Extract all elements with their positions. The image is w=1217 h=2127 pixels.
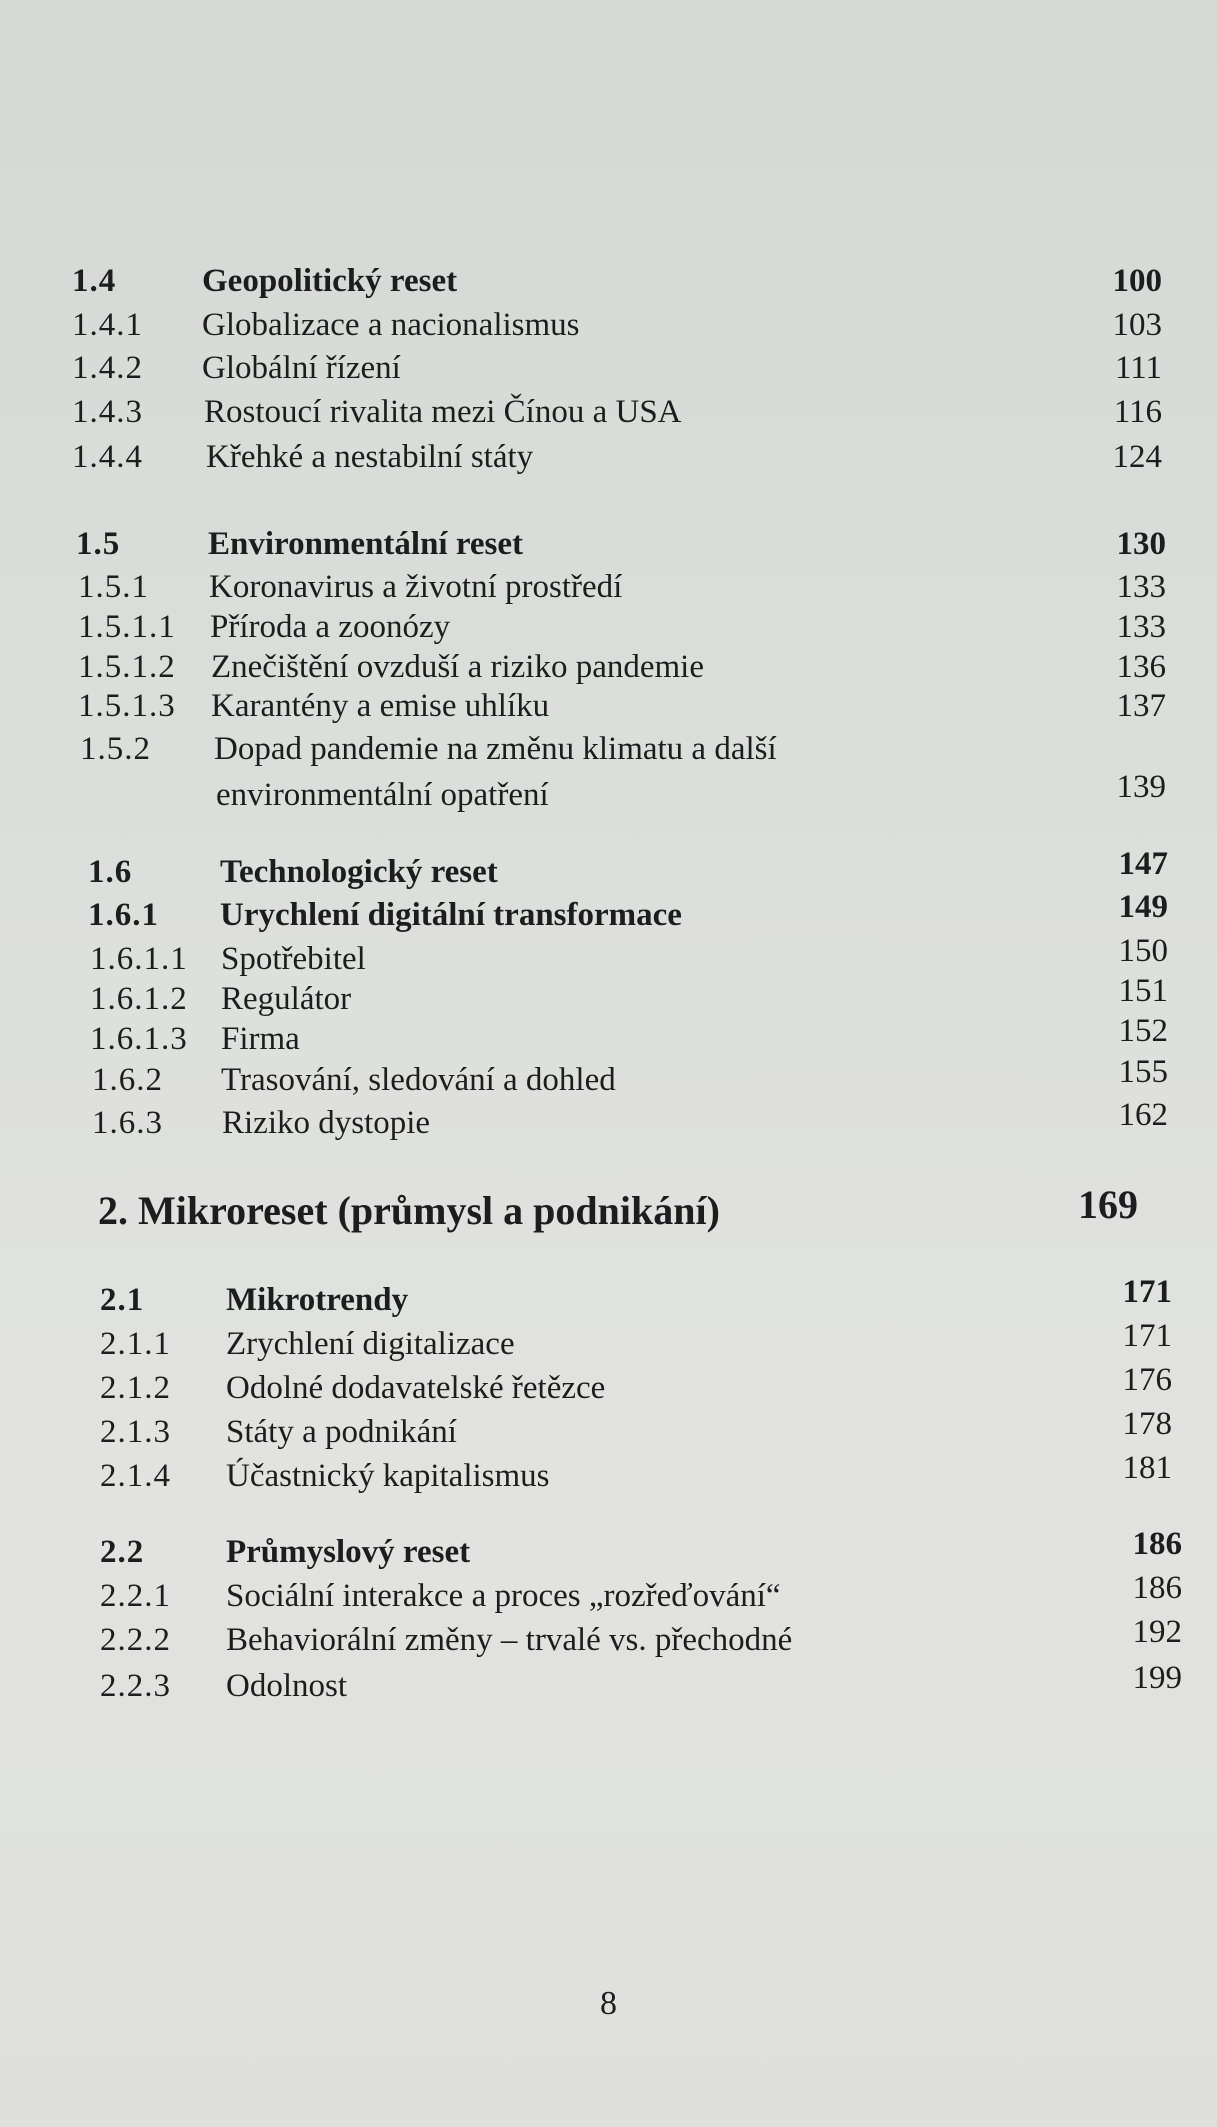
section-number: 1.4 [72,263,117,299]
toc-entry [100,1406,1172,1454]
toc-entry [72,346,1162,390]
toc-entry [100,1450,1172,1498]
page-number: 124 [1112,439,1162,475]
section-number: 1.6.1 [88,897,159,933]
page-number: 150 [1118,933,1168,969]
section-number: 1.5 [76,526,121,562]
toc-entry [100,1614,1182,1662]
section-number: 2.1.3 [100,1414,171,1450]
toc-entry [100,1570,1182,1618]
toc-entry [78,645,1166,689]
toc-heading-2-1 [100,1274,1172,1322]
page-number: 130 [1116,526,1166,562]
section-number: 1.4.1 [72,307,143,343]
section-number: 2.1.1 [100,1326,171,1362]
page-number: 103 [1112,307,1162,343]
page-number: 133 [1116,569,1166,605]
toc-entry [100,1362,1172,1410]
section-title: Zrychlení digitalizace [226,1326,515,1362]
section-number: 1.5.1.1 [78,609,176,645]
section-title: Behaviorální změny – trvalé vs. přechodné [226,1622,793,1658]
toc-heading-1-4 [72,259,1162,303]
section-number: 1.6 [88,854,133,890]
toc-subheading-1-6-1 [88,889,1168,937]
page-number: 139 [1116,769,1166,805]
toc-entry [90,933,1168,981]
section-number: 1.6.3 [92,1105,163,1141]
page-number: 186 [1132,1570,1182,1606]
section-title: Regulátor [221,981,352,1017]
section-title: Průmyslový reset [226,1534,471,1570]
page-number: 133 [1116,609,1166,645]
section-title: Státy a podnikání [226,1414,457,1450]
page-number: 111 [1114,350,1162,386]
section-title: Trasování, sledování a dohled [221,1062,616,1098]
section-title: Křehké a nestabilní státy [206,439,534,475]
toc-entry [78,684,1166,728]
page-number: 162 [1118,1097,1168,1133]
section-title: Karantény a emise uhlíku [211,688,550,724]
toc-entry [92,1097,1168,1145]
toc-entry [90,1013,1168,1061]
section-title: Koronavirus a životní prostředí [209,569,623,605]
section-number: 1.5.1.2 [78,649,176,685]
page-number: 147 [1118,846,1168,882]
section-title: Rostoucí rivalita mezi Čínou a USA [204,394,682,430]
section-number: 2.2.3 [100,1668,171,1704]
section-number: 1.4.2 [72,350,143,386]
toc-heading-2-2 [100,1526,1182,1574]
page-number: 152 [1118,1013,1168,1049]
page-number: 171 [1122,1318,1172,1354]
page-number: 171 [1122,1274,1172,1310]
section-number: 2.1 [100,1282,145,1318]
toc-entry [100,1660,1182,1708]
section-number: 1.5.2 [80,731,151,767]
section-title: Odolné dodavatelské řetězce [226,1370,606,1406]
toc-entry-multiline [80,727,1166,817]
page-number: 151 [1118,973,1168,1009]
page-folio: 8 [600,1985,617,2022]
section-title: Globální řízení [202,350,401,386]
section-number: 1.5.1 [78,569,149,605]
section-title: Sociální interakce a proces „rozřeďování“ [226,1578,781,1614]
section-title: Příroda a zoonózy [210,609,451,645]
page-number: 149 [1118,889,1168,925]
page-number: 155 [1118,1054,1168,1090]
toc-entry [72,390,1162,434]
section-number: 2.2.1 [100,1578,171,1614]
page-number: 169 [1078,1182,1138,1227]
section-number: 2.2.2 [100,1622,171,1658]
page-number: 181 [1122,1450,1172,1486]
toc-entry [72,435,1162,479]
section-number: 2.1.2 [100,1370,171,1406]
section-title: Účastnický kapitalismus [226,1458,550,1494]
section-number: 1.6.2 [92,1062,163,1098]
section-title: Firma [221,1021,300,1057]
page-number: 100 [1112,263,1162,299]
toc-entry [100,1318,1172,1366]
chapter-title: 2. Mikroreset (průmysl a podnikání) [98,1188,720,1233]
page-number: 199 [1132,1660,1182,1696]
section-number: 1.5.1.3 [78,688,176,724]
page-number: 186 [1132,1526,1182,1562]
toc-heading-1-6 [88,846,1168,894]
section-title: Mikrotrendy [226,1282,409,1318]
page-number: 136 [1116,649,1166,685]
page-number: 178 [1122,1406,1172,1442]
section-title: Dopad pandemie na změnu klimatu a další [214,731,777,767]
toc-entry [78,605,1166,649]
toc-entry [92,1054,1168,1102]
section-number: 1.4.4 [72,439,143,475]
section-number: 2.1.4 [100,1458,171,1494]
page-number: 137 [1116,688,1166,724]
section-title: Znečištění ovzduší a riziko pandemie [211,649,705,685]
section-title: Technologický reset [220,854,498,890]
section-title: Globalizace a nacionalismus [202,307,580,343]
toc-entry [72,303,1162,347]
toc-entry [78,565,1166,609]
section-number: 1.4.3 [72,394,143,430]
page-number: 192 [1132,1614,1182,1650]
toc-heading-1-5 [76,522,1166,566]
section-number: 2.2 [100,1534,145,1570]
section-title: Odolnost [226,1668,348,1704]
section-title: Urychlení digitální transformace [220,897,682,933]
section-title: Riziko dystopie [222,1105,431,1141]
section-number: 1.6.1.2 [90,981,188,1017]
toc-chapter-2 [98,1183,1138,1239]
page-number: 116 [1113,394,1162,430]
section-title: Geopolitický reset [202,263,458,299]
section-number: 1.6.1.3 [90,1021,188,1057]
page-number: 176 [1122,1362,1172,1398]
toc-entry [90,973,1168,1021]
section-title: Spotřebitel [221,941,366,977]
section-number: 1.6.1.1 [90,941,188,977]
section-title: Environmentální reset [208,526,524,562]
section-title-continued: environmentální opatření [216,777,549,813]
